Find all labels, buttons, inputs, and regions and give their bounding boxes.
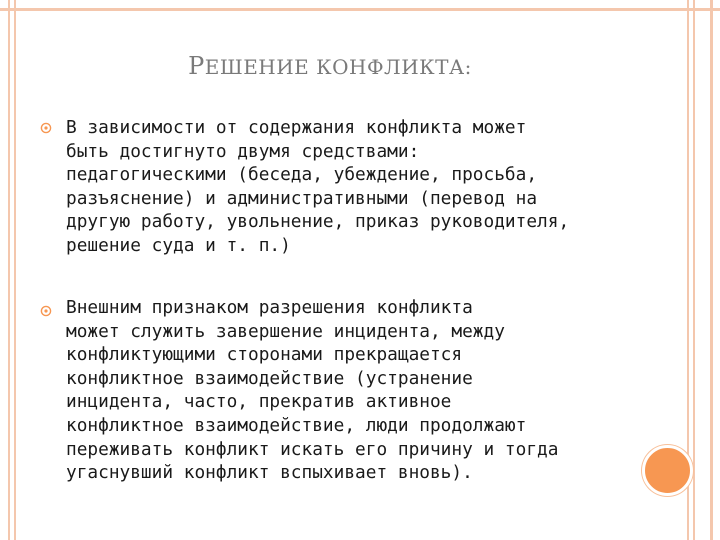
bullet-icon: [40, 305, 52, 317]
bullet-item-1: В зависимости от содержания конфликта может быть достигнуто двумя средствами: педагогическими (беседа, убеждение, просьба, разъяснение) и административными (перевод на другую работу, увольнение, приказ руководителя, решение суда и т. п.): [66, 117, 570, 256]
frame-top-line: [0, 8, 720, 11]
frame-left-outer-line: [8, 0, 10, 540]
slide-title-first-letter: Р: [188, 52, 205, 80]
decorative-circle: [642, 445, 693, 496]
frame-right-edge-line: [710, 0, 713, 540]
frame-right-outer-line: [693, 0, 695, 540]
frame-left-inner-line: [14, 0, 16, 540]
slide-title: [0, 52, 660, 80]
bullet-item-2: Внешним признаком разрешения конфликта может служить завершение инцидента, между конфликтующими сторонами прекращается конфликтное взаимодействие (устранение инцидента, часто, прекратив активное конфликтное взаимодействие, люди продолжают переживать конфликт искать его причину и тогда угаснувший конфликт вспыхивает вновь).: [66, 297, 559, 484]
slide-title-rest: ЕШЕНИЕ КОНФЛИКТА:: [204, 55, 472, 79]
bullet-icon: [40, 122, 52, 134]
